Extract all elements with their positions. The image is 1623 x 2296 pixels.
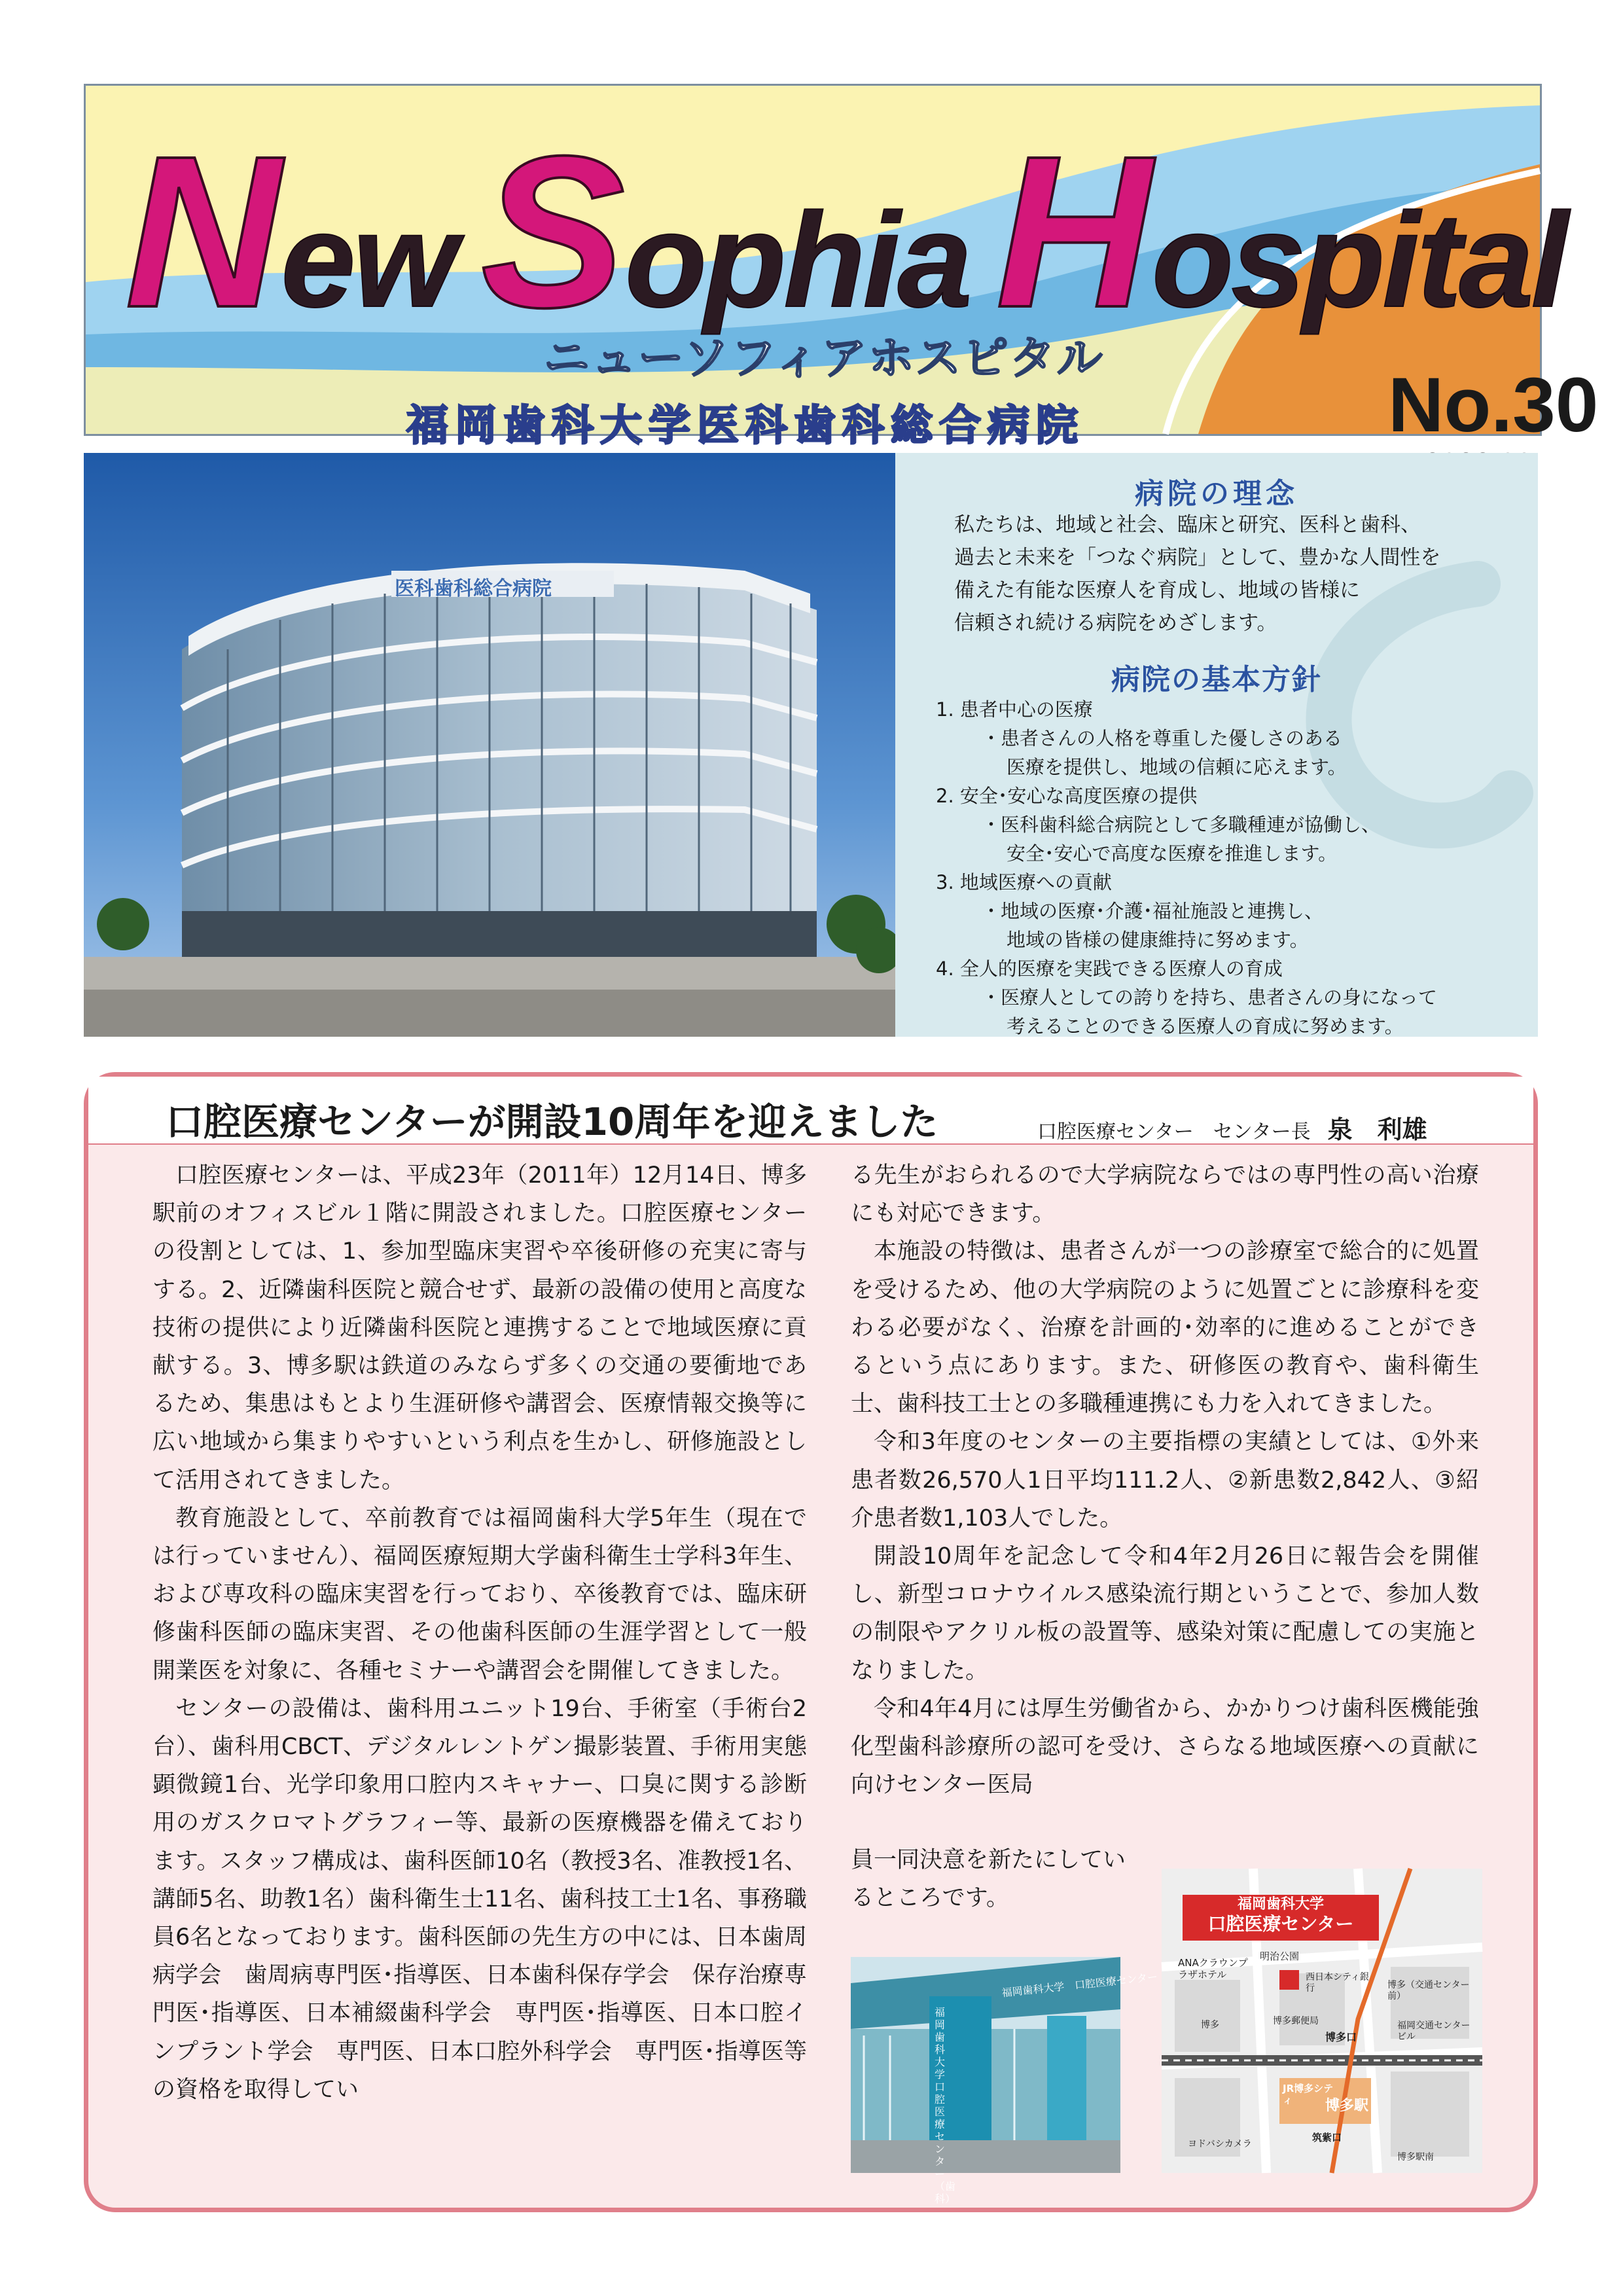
philosophy-line-2: 過去と未来を「つなぐ病院」として、豊かな人間性を bbox=[954, 546, 1441, 569]
oral-center-sign: 福岡歯科大学口腔医療センター（歯科） bbox=[935, 2006, 956, 2205]
article-paragraph: 本施設の特徴は、患者さんが一つの診療室で総合的に処置を受けるため、他の大学病院のように処置ごとに診療科を変わる必要がなく、治療を計画的･効率的に進めることができるという点にあります。また、研修医の教育や、歯科衛生士、歯科技工士との多職種連携にも力を入れてきました。 bbox=[851, 1238, 1479, 1418]
map-title bbox=[1183, 1895, 1379, 1934]
logo-letter-n: N bbox=[125, 111, 281, 352]
philosophy-line-3: 備えた有能な医療人を育成し、地域の皆様に bbox=[954, 579, 1360, 602]
issue-number: No.30 bbox=[1388, 362, 1599, 448]
article-paragraph: 開設10周年を記念して令和4年2月26日に報告会を開催し、新型コロナウイルス感染流行期ということで、参加人数の制限やアクリル板の設置等、感染対策に配慮しての実施となりました。 bbox=[851, 1543, 1479, 1684]
article-header bbox=[88, 1077, 1533, 1145]
policy-detail: ・医療人としての誇りを持ち、患者さんの身になって bbox=[982, 986, 1438, 1009]
policy-detail: 医療を提供し、地域の信頼に応えます。 bbox=[1007, 756, 1347, 778]
masthead bbox=[84, 84, 1599, 450]
logo-letter-s: S bbox=[480, 111, 625, 352]
policy-item bbox=[936, 954, 1437, 1041]
policy-detail: 地域の皆様の健康維持に努めます。 bbox=[1007, 929, 1309, 951]
article-paragraph-tail: 員一同決意を新たにしているところです。 bbox=[851, 1847, 1126, 1912]
building-illustration bbox=[84, 453, 895, 1037]
map-label-post: 博多郵便局 bbox=[1273, 2016, 1319, 2026]
policy-detail: ・患者さんの人格を尊重した優しさのある bbox=[982, 727, 1343, 749]
logo-kana: ニューソフィアホスピタル bbox=[544, 331, 1104, 385]
article-author bbox=[1037, 1109, 1427, 1145]
philosophy-title: 病院の理念 bbox=[1135, 477, 1298, 511]
article-column-left bbox=[152, 1157, 807, 2109]
policy-heading: 3. 地域医療への貢献 bbox=[936, 871, 1112, 893]
policy-detail: ・地域の医療･介護･福祉施設と連携し、 bbox=[982, 900, 1324, 922]
map-label-nishinippon: 西日本シティ銀行 bbox=[1306, 1972, 1369, 1994]
author-name: 泉 利雄 bbox=[1327, 1115, 1427, 1144]
map-label-hakata-eki: 博多駅 bbox=[1325, 2098, 1369, 2114]
policy-heading: 4. 全人的医療を実践できる医療人の育成 bbox=[936, 958, 1283, 980]
article-paragraph: センターの設備は、歯科用ユニット19台、手術室（手術台2台）、歯科用CBCT、デジタルレントゲン撮影装置、手術用実態顕微鏡1台、光学印象用口腔内スキャナー、口臭に関する診断用のガスクロマトグラフィー等、最新の医療機器を備えております。スタッフ構成は、歯科医師10名（教授3名、准教授1名、講師5名、助教1名）歯科衛生士11名、歯科技工士1名、事務職員6名となっております。歯科医師の先生方の中には、日本歯周病学会 歯周病専門医･指導医、日本歯科保存学会 保存治療専門医･指導医、日本補綴歯科学会 専門医･指導医、日本口腔インプラント学会 専門医、日本口腔外科学会 専門医･指導医等の資格を取得してい bbox=[152, 1695, 807, 2103]
policy-item bbox=[936, 695, 1347, 781]
article-paragraph: 教育施設として、卒前教育では福岡歯科大学5年生（現在では行っていません）、福岡医療短期大学歯科衛生士学科3年生、および専攻科の臨床実習を行っており、卒後教育では、臨床研修歯科医師の臨床実習、その他歯科医師の生涯学習として一般開業医を対象に、各種セミナーや講習会を開催してきました。 bbox=[152, 1505, 807, 1684]
policy-heading: 1. 患者中心の医療 bbox=[936, 698, 1093, 721]
philosophy-line-1: 私たちは、地域と社会、臨床と研究、医科と歯科、 bbox=[954, 513, 1421, 537]
article-title: 口腔医療センターが開設10周年を迎えました bbox=[166, 1100, 938, 1144]
map-label-chikushi: 筑紫口 bbox=[1312, 2132, 1342, 2144]
map-label-hakata-guchi: 博多口 bbox=[1325, 2031, 1357, 2043]
article-paragraph: 口腔医療センターは、平成23年（2011年）12月14日、博多駅前のオフィスビル１階に開設されました。口腔医療センターの役割としては、1、参加型臨床実習や卒後研修の充実に寄与する。2、近隣歯科医院と競合せず、最新の設備の使用と高度な技術の提供により近隣歯科医院と連携することで地域医療に貢献する。3、博多駅は鉄道のみならず多くの交通の要衝地であるため、集患はもとより生涯研修や講習会、医療情報交換等に広い地域から集まりやすいという利点を生かし、研修施設として活用されてきました。 bbox=[152, 1162, 807, 1494]
access-map bbox=[1162, 1869, 1482, 2173]
oral-center-banner: 福岡歯科大学 口腔医療センター bbox=[1001, 1970, 1158, 2000]
map-label-jr: JR博多シティ bbox=[1283, 2083, 1334, 2106]
policy-item bbox=[936, 781, 1380, 868]
author-role: 口腔医療センター センター長 bbox=[1037, 1121, 1311, 1143]
hospital-building-photo bbox=[84, 453, 895, 1037]
policy-title: 病院の基本方針 bbox=[1111, 663, 1322, 696]
policy-heading: 2. 安全･安心な高度医療の提供 bbox=[936, 785, 1198, 807]
map-label-fukuoka-kotsu: 福岡交通センタービル bbox=[1397, 2020, 1471, 2042]
logo-letter-h: H bbox=[995, 111, 1152, 352]
article-paragraph: る先生がおられるので大学病院ならではの専門性の高い治療にも対応できます。 bbox=[851, 1162, 1479, 1227]
map-label-minami: 博多駅南 bbox=[1397, 2152, 1434, 2162]
map-label-kotsu: 博多（交通センター前） bbox=[1387, 1980, 1470, 2001]
policy-detail: ・医科歯科総合病院として多職種連が協働し、 bbox=[982, 814, 1381, 836]
oral-center-photo bbox=[851, 1957, 1158, 2205]
logo-text-ew: ew bbox=[281, 185, 455, 335]
policy-detail: 考えることのできる医療人の育成に努めます。 bbox=[1007, 1015, 1404, 1037]
logo-text-ophia: ophia bbox=[624, 185, 970, 335]
masthead-logo bbox=[125, 111, 1566, 352]
article-paragraph: 令和3年度のセンターの主要指標の実績としては、①外来患者数26,570人1日平均111.2人、②新患数2,842人、③紹介患者数1,103人でした。 bbox=[851, 1429, 1479, 1532]
logo-text-ospital: ospital bbox=[1151, 185, 1566, 335]
map-label-yodobashi: ヨドバシカメラ bbox=[1188, 2139, 1252, 2149]
map-label-ana: ANAクラウンプラザホテル bbox=[1178, 1957, 1248, 1981]
hospital-philosophy-panel bbox=[895, 453, 1538, 1037]
building-sign: 医科歯科総合病院 bbox=[395, 577, 552, 600]
policy-item bbox=[936, 868, 1323, 954]
article-box bbox=[84, 1072, 1538, 2212]
article-column-right bbox=[851, 1157, 1479, 1804]
policy-detail: 安全･安心で高度な医療を推進します。 bbox=[1007, 842, 1338, 865]
article-paragraph: 令和4年4月には厚生労働省から、かかりつけ歯科医機能強化型歯科診療所の認可を受け、さらなる地域医療への貢献に向けセンター医局 bbox=[851, 1695, 1479, 1799]
map-label-hakata-bus: 博多 bbox=[1201, 2020, 1219, 2030]
map-title-line1: 福岡歯科大学 bbox=[1237, 1896, 1324, 1912]
philosophy-line-4: 信頼され続ける病院をめざします。 bbox=[954, 611, 1277, 635]
map-title-line2: 口腔医療センター bbox=[1207, 1913, 1354, 1935]
hospital-name: 福岡歯科大学医科歯科総合病院 bbox=[406, 402, 1084, 450]
map-label-meiji: 明治公園 bbox=[1260, 1950, 1300, 1962]
